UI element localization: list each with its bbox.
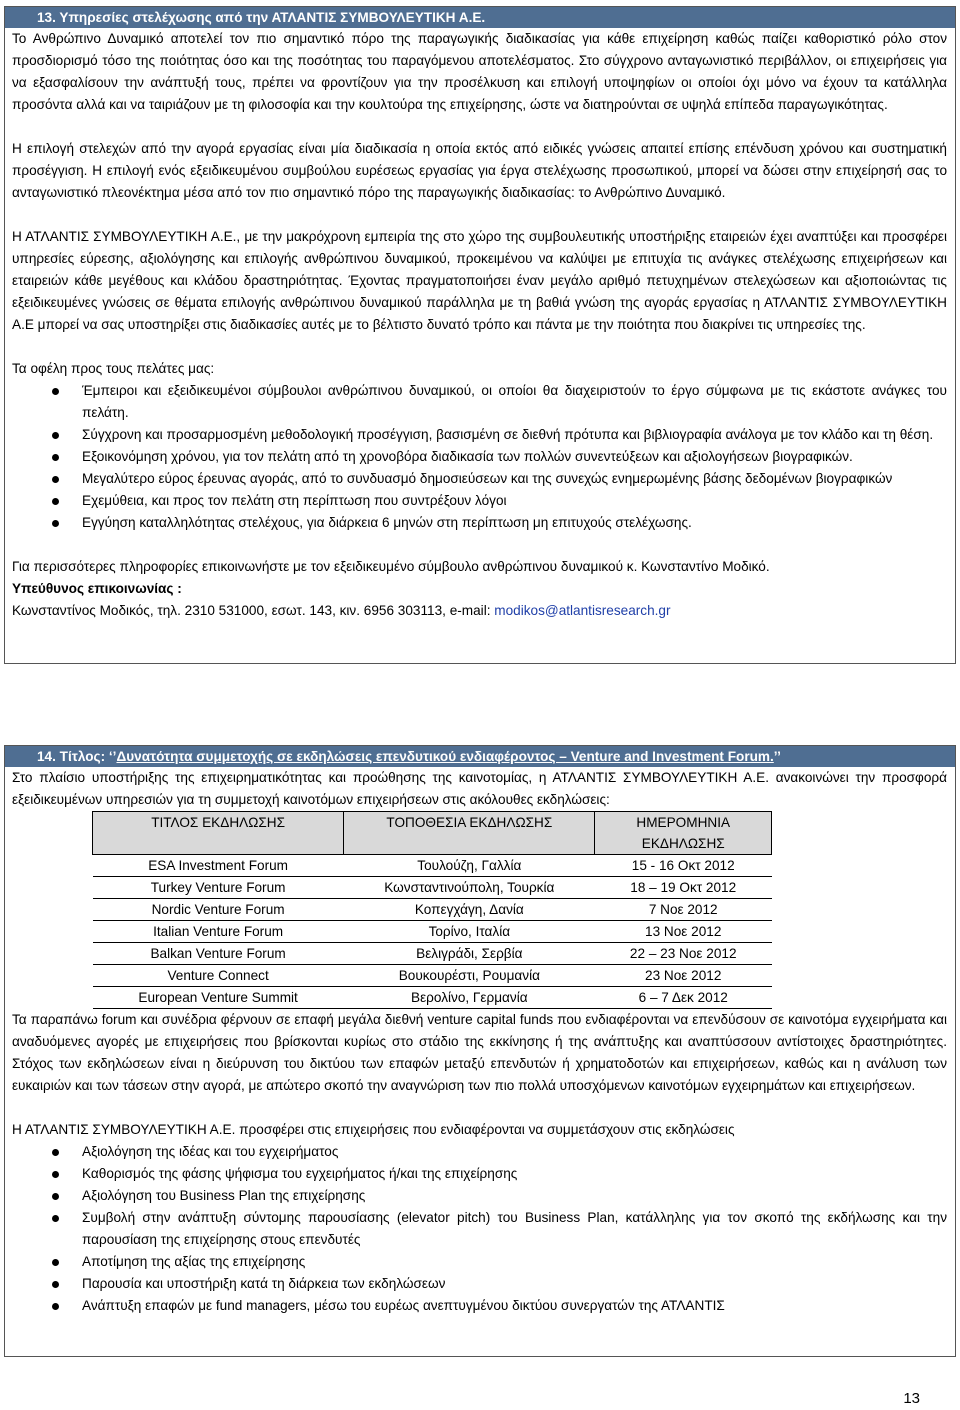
list-item: Σύγχρονη και προσαρμοσμένη μεθοδολογική προσέγγιση, βασισμένη σε διεθνή πρότυπα και βιβλιογραφία ανάλογα με τον κλάδο και τη θέση. (12, 424, 947, 446)
event-location: Βουκουρέστι, Ρουμανία (344, 965, 595, 987)
list-item: Αξιολόγηση της ιδέας και του εγχειρήματος (12, 1141, 947, 1163)
header-event-title: ΤΙΤΛΟΣ ΕΚΔΗΛΩΣΗΣ (93, 812, 344, 855)
event-title: Nordic Venture Forum (93, 899, 344, 921)
table-row (93, 943, 772, 965)
table-row (93, 965, 772, 987)
contact-email-link[interactable]: modikos@atlantisresearch.gr (494, 603, 671, 618)
list-item: Συμβολή στην ανάπτυξη σύντομης παρουσίασης (elevator pitch) του Business Plan, κατάλληλης για τον σκοπό της εκδήλωσης και την παρουσίαση της επιχείρησης στους επενδυτές (12, 1207, 947, 1251)
list-item: Παρουσία και υποστήριξη κατά τη διάρκεια των εκδηλώσεων (12, 1273, 947, 1295)
table-header-row (93, 812, 772, 855)
list-item: Ανάπτυξη επαφών με fund managers, μέσω του ευρέως ανεπτυγμένου δικτύου συνεργατών της ΑΤΛΑΝΤΙΣ (12, 1295, 947, 1317)
list-item: Έμπειροι και εξειδικευμένοι σύμβουλοι ανθρώπινου δυναμικού, οι οποίοι θα διαχειριστούν το έργο σύμφωνα με τις εκάστοτε ανάγκες του πελάτη. (12, 380, 947, 424)
contact-line (12, 600, 947, 622)
event-date: 23 Νοε 2012 (595, 965, 772, 987)
services-intro: Η ΑΤΛΑΝΤΙΣ ΣΥΜΒΟΥΛΕΥΤΙΚΗ Α.Ε. προσφέρει στις επιχειρήσεις που ενδιαφέρονται να συμμετάσχουν στις εκδηλώσεις (12, 1122, 735, 1137)
event-title: European Venture Summit (93, 987, 344, 1009)
event-date: 18 – 19 Οκτ 2012 (595, 877, 772, 899)
section-14-heading-suffix: ’’ (773, 749, 781, 764)
event-location: Κωνσταντινούπολη, Τουρκία (344, 877, 595, 899)
section-14-intro: Στο πλαίσιο υποστήριξης της επιχειρηματικότητας και προώθησης της καινοτομίας, η ΑΤΛΑΝΤΙΣ ΣΥΜΒΟΥΛΕΥΤΙΚΗ Α.Ε. ανακοινώνει την προσφορά εξειδικευμένων υπηρεσιών για τη συμμετοχή καινοτόμων επιχειρήσεων στις ακόλουθες εκδηλώσεις: (12, 770, 947, 807)
event-title: ESA Investment Forum (93, 855, 344, 877)
after-table-paragraph: Τα παραπάνω forum και συνέδρια φέρνουν σε επαφή μεγάλα διεθνή venture capital funds που ενδιαφέρονται να επενδύσουν σε καινοτόμα εγχειρήματα και αναδυόμενες αγορές με επιχειρήσεις που βρίσκονται κυρίως στο στάδιο της εκκίνησης ή της ανάπτυξης και αναπτύσσουν αντίστοιχες δραστηριότητες. Στόχος των εκδηλώσεων είναι η διεύρυνση του δικτύου των επαφών μεταξύ επενδυτών ή χρηματοδοτών και επιχειρήσεων, καθώς και η ανάλυση των ευκαιριών και των τάσεων στην αγορά, με απώτερο σκοπό την αναγνώριση των πιο πολλά υποσχόμενων καινοτόμων εγχειρημάτων και επιχειρήσεων. (12, 1012, 947, 1093)
list-item: Μεγαλύτερο εύρος έρευνας αγοράς, από το συνδυασμό δημοσιεύσεων και της συνεχώς ενημερωμένης βάσης δεδομένων βιογραφικών (12, 468, 947, 490)
header-event-location: ΤΟΠΟΘΕΣΙΑ ΕΚΔΗΛΩΣΗΣ (344, 812, 595, 855)
event-title: Venture Connect (93, 965, 344, 987)
table-row (93, 899, 772, 921)
section-14-heading-prefix: 14. Τίτλος: ‘’ (37, 749, 117, 764)
section-13-paragraph-1: Το Ανθρώπινο Δυναμικό αποτελεί τον πιο σημαντικό πόρο της παραγωγικής διαδικασίας για κάθε επιχείρηση καθώς παίζει καθοριστικό ρόλο στον προσδιορισμό τόσο της ποιότητας όσο και της ποσότητας του παραγόμενου αποτελέσματος. Στο σύγχρονο ανταγωνιστικό περιβάλλον, οι επιχειρήσεις για να εξασφαλίσουν την ανάπτυξή τους, πρέπει να φροντίζουν για την προσέλκυση και επιλογή υποψηφίων οι οποίοι όχι μόνο να έχουν τα κατάλληλα προσόντα αλλά και να ταιριάζουν με τη φιλοσοφία και την κουλτούρα της επιχείρησης, ώστε να διατηρούνται σε υψηλά επίπεδα παραγωγικότητας. (12, 31, 947, 112)
event-date: 15 - 16 Οκτ 2012 (595, 855, 772, 877)
services-list (12, 1141, 947, 1317)
events-table (92, 811, 772, 1009)
section-13-paragraph-2: Η επιλογή στελεχών από την αγορά εργασίας είναι μία διαδικασία η οποία εκτός από ειδικές γνώσεις απαιτεί επίσης επένδυση χρόνου και συστηματική προσέγγιση. Η επιλογή ενός εξειδικευμένου συμβούλου ευρέσεως εργασίας για έργα στελέχωσης προσωπικού, μπορεί να δώσει στην επιχείρησή σας το ανταγωνιστικό πλεονέκτημα μέσα από τον πιο σημαντικό πόρο της παραγωγικής διαδικασίας: το Ανθρώπινο Δυναμικό. (12, 141, 947, 200)
event-location: Τουλούζη, Γαλλία (344, 855, 595, 877)
list-item: Εχεμύθεια, και προς τον πελάτη στη περίπτωση που συντρέξουν λόγοι (12, 490, 947, 512)
table-row (93, 877, 772, 899)
section-14-content (5, 767, 955, 1317)
more-info-text: Για περισσότερες πληροφορίες επικοινωνήστε με τον εξειδικευμένο σύμβουλο ανθρώπινου δυναμικού κ. Κωνσταντίνο Μοδικό. (12, 559, 770, 574)
list-item: Εξοικονόμηση χρόνου, για τον πελάτη από τη χρονοβόρα διαδικασία των πολλών συνεντεύξεων και αξιολογήσεων βιογραφικών. (12, 446, 947, 468)
section-13-heading: 13. Υπηρεσίες στελέχωσης από την ΑΤΛΑΝΤΙΣ ΣΥΜΒΟΥΛΕΥΤΙΚΗ Α.Ε. (5, 7, 955, 28)
event-title: Balkan Venture Forum (93, 943, 344, 965)
table-row (93, 921, 772, 943)
event-date: 13 Νοε 2012 (595, 921, 772, 943)
table-row (93, 987, 772, 1009)
event-date: 22 – 23 Νοε 2012 (595, 943, 772, 965)
section-14-heading (5, 746, 955, 767)
section-13-content (5, 28, 955, 622)
list-item: Αξιολόγηση του Business Plan της επιχείρησης (12, 1185, 947, 1207)
benefits-intro: Τα οφέλη προς τους πελάτες μας: (12, 361, 215, 376)
event-date: 7 Νοε 2012 (595, 899, 772, 921)
event-location: Κοπεγχάγη, Δανία (344, 899, 595, 921)
contact-label: Υπεύθυνος επικοινωνίας : (12, 581, 182, 596)
event-date: 6 – 7 Δεκ 2012 (595, 987, 772, 1009)
list-item: Αποτίμηση της αξίας της επιχείρησης (12, 1251, 947, 1273)
contact-text: Κωνσταντίνος Μοδικός, τηλ. 2310 531000, εσωτ. 143, κιν. 6956 303113, e-mail: (12, 603, 495, 618)
section-13-paragraph-3: Η ΑΤΛΑΝΤΙΣ ΣΥΜΒΟΥΛΕΥΤΙΚΗ Α.Ε., με την μακρόχρονη εμπειρία της στο χώρο της συμβουλευτικής υποστήριξης εταιρειών έχει αναπτύξει και προσφέρει υπηρεσίες εύρεσης, αξιολόγησης και επιλογής ανθρώπινου δυναμικού, προκειμένου να καλύψει με επιτυχία τις ανάγκες στελέχωσης επιχειρήσεων και εταιρειών κάθε μεγέθους και κλάδου δραστηριότητας. Έχοντας πραγματοποιήσει έναν μεγάλο αριθμό πετυχημένων στελεχώσεων και αξιοποιώντας τις εξειδικευμένες γνώσεις σε θέματα επιλογής ανθρώπινου δυναμικού παράλληλα με τη βαθιά γνώση της αγοράς εργασίας η ΑΤΛΑΝΤΙΣ ΣΥΜΒΟΥΛΕΥΤΙΚΗ Α.Ε μπορεί να σας υποστηρίξει στις διαδικασίες αυτές με το βέλτιστο δυνατό τρόπο και πάντα με την ποιότητα που διακρίνει τις υπηρεσίες της. (12, 229, 947, 332)
table-row (93, 855, 772, 877)
event-title: Turkey Venture Forum (93, 877, 344, 899)
section-13-box (4, 6, 956, 664)
event-location: Τορίνο, Ιταλία (344, 921, 595, 943)
benefits-list (12, 380, 947, 534)
page-number: 13 (903, 1390, 920, 1407)
header-event-date: ΗΜΕΡΟΜΗΝΙΑ ΕΚΔΗΛΩΣΗΣ (595, 812, 772, 855)
event-location: Βερολίνο, Γερμανία (344, 987, 595, 1009)
section-14-heading-link[interactable]: Δυνατότητα συμμετοχής σε εκδηλώσεις επενδυτικού ενδιαφέροντος – Venture and Investment Forum. (116, 749, 774, 764)
event-title: Italian Venture Forum (93, 921, 344, 943)
list-item: Εγγύηση καταλληλότητας στελέχους, για διάρκεια 6 μηνών στη περίπτωση μη επιτυχούς στελέχωσης. (12, 512, 947, 534)
list-item: Καθορισμός της φάσης ψήφισμα του εγχειρήματος ή/και της επιχείρησης (12, 1163, 947, 1185)
section-14-box (4, 745, 956, 1357)
event-location: Βελιγράδι, Σερβία (344, 943, 595, 965)
